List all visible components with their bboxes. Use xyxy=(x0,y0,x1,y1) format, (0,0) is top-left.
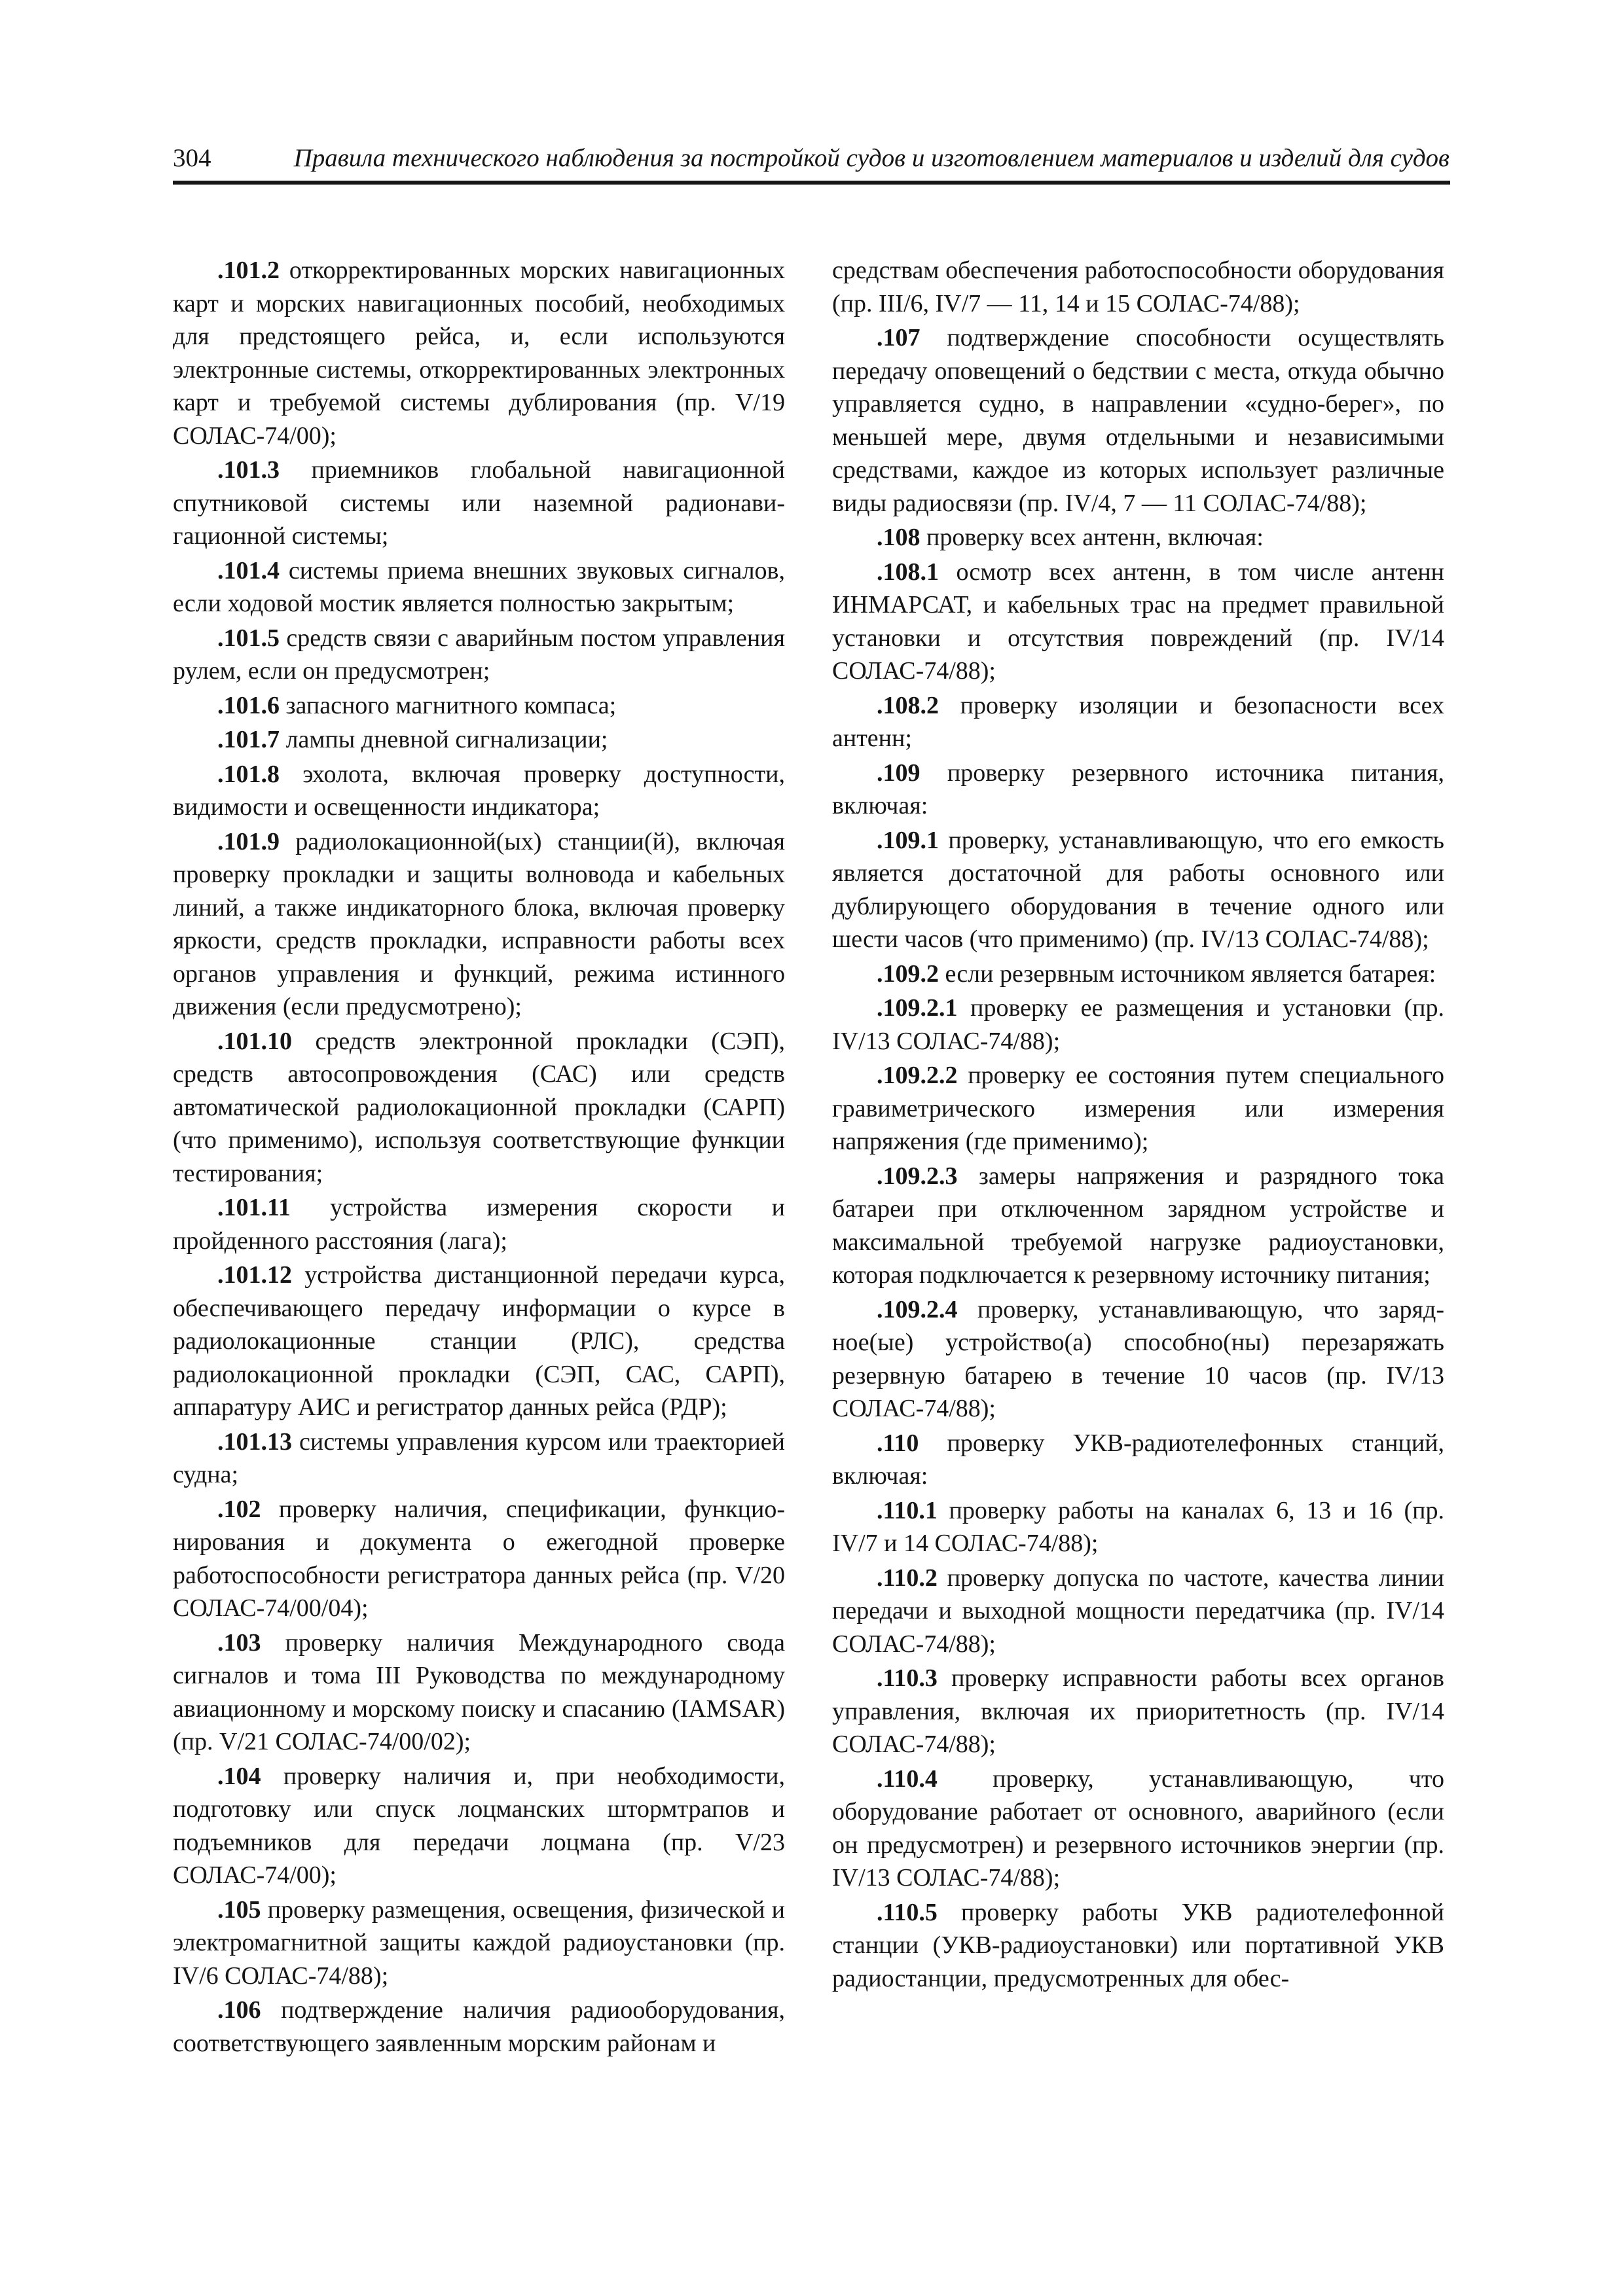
paragraph-item xyxy=(173,723,785,757)
item-text: проверку, устанавливающую, что оборудование работает от основного, аварийного (если он предусмотрен) и резервного источников энергии (пр. IV/13 СОЛАС-74/88); xyxy=(832,1765,1444,1892)
item-number: .110.5 xyxy=(877,1898,938,1926)
item-number: .110.2 xyxy=(877,1564,938,1592)
header-rule xyxy=(173,181,1450,185)
item-text: радиолокационной(ых) станции(й), включая проверку прокладки и защиты волновода и кабельных линий, а также индикаторного блока, включая проверку яркости, средств прокладки, исправности работы всех органов управления и функций, режима истинного движения (если предусмотрено); xyxy=(173,827,785,1020)
item-number: .109 xyxy=(877,759,921,787)
item-text: проверку наличия и, при необходимости, подготовку или спуск лоцманских штормтрапов и подъемников для передачи лоцмана (пр. V/23 СОЛАС-74/00); xyxy=(173,1762,785,1889)
item-text: откорректированных морских навигационных карт и морских навигационных пособий, необходимых для предстоящего рейса, и, если используются электронные системы, откорректированных электронных карт и требуемой системы дублирования (пр. V/19 СОЛАС-74/00); xyxy=(173,257,785,450)
paragraph-item xyxy=(832,1662,1444,1761)
item-text: замеры напряжения и разрядного тока батареи при отключенном зарядном устройстве и максимальной требуемой нагрузке радиоустановки, которая подключается к резервному источнику питания; xyxy=(832,1162,1444,1289)
item-number: .110.1 xyxy=(877,1496,938,1524)
paragraph-item xyxy=(832,1293,1444,1426)
right-column xyxy=(832,254,1444,1996)
item-text: проверку исправности работы всех органов управления, включая их приоритетность (пр. IV/14 СОЛАС-74/88); xyxy=(832,1664,1444,1758)
item-text: устройства дистанционной передачи курса, обеспечивающего передачу информации о курсе в радиолокационные станции (РЛС), средства радиолокационной прокладки (СЭП, САС, САРП), аппаратуру АИС и регистратор данных рейса (РДР); xyxy=(173,1261,785,1421)
running-header xyxy=(173,143,1450,174)
item-number: .109.2.4 xyxy=(877,1295,958,1323)
item-text: проверку размещения, освещения, физической и электромагнитной защиты каждой радиоустановки (пр. IV/6 СОЛАС-74/88); xyxy=(173,1895,785,1990)
item-text: осмотр всех антенн, в том числе антенн ИНМАРСАТ, и кабельных трас на предмет правильной установки и отсутствия повреждений (пр. IV/14 СОЛАС-74/88); xyxy=(832,558,1444,685)
item-text: приемников глобальной навигационной спутниковой системы или наземной радионавигационной системы; xyxy=(173,456,785,550)
item-number: .101.3 xyxy=(217,456,280,484)
paragraph-item xyxy=(832,321,1444,520)
paragraph-item xyxy=(832,689,1444,755)
paragraph-item xyxy=(173,554,785,620)
item-text: проверку работы на каналах 6, 13 и 16 (пр. IV/7 и 14 СОЛАС-74/88); xyxy=(832,1496,1444,1557)
paragraph-item xyxy=(173,1426,785,1492)
paragraph-item xyxy=(173,622,785,688)
item-text: проверку ее размещения и установки (пр. IV/13 СОЛАС-74/88); xyxy=(832,994,1444,1055)
paragraph-item xyxy=(832,254,1444,320)
item-text: проверку наличия, спецификации, функционирования и документа о ежегодной проверке работоспособности регистратора данных рейса (пр. V/20 СОЛАС-74/00/04); xyxy=(173,1495,785,1622)
paragraph-item xyxy=(173,758,785,824)
item-number: .101.5 xyxy=(217,624,280,652)
item-number: .110 xyxy=(877,1429,919,1457)
paragraph-item xyxy=(832,1059,1444,1158)
paragraph-item xyxy=(832,1763,1444,1895)
item-number: .102 xyxy=(217,1495,261,1523)
item-text: проверку наличия Международного свода сигналов и тома III Руководства по международному авиационному и морскому поиску и спасанию (IAMSAR) (пр. V/21 СОЛАС-74/00/02); xyxy=(173,1628,785,1755)
item-text: средств электронной прокладки (СЭП), средств автосопровождения (САС) или средств автоматической радиолокационной прокладки (САРП) (что применимо), используя соответствующие функции тестирования; xyxy=(173,1027,785,1187)
paragraph-item xyxy=(173,1626,785,1759)
paragraph-item xyxy=(832,1494,1444,1560)
item-text: системы приема внешних звуковых сигналов, если ходовой мостик является полностью закрытым; xyxy=(173,556,785,617)
item-number: .108.1 xyxy=(877,558,939,586)
paragraph-item xyxy=(832,757,1444,823)
item-text: эхолота, включая проверку доступности, видимости и освещенности индикатора; xyxy=(173,760,785,821)
item-number: .101.4 xyxy=(217,556,280,584)
item-text: устройства измерения скорости и пройденного расстояния (лага); xyxy=(173,1194,785,1255)
item-text: средствам обеспечения работоспособности оборудования (пр. III/6, IV/7 — 11, 14 и 15 СОЛАС-74/88); xyxy=(832,257,1444,317)
item-number: .105 xyxy=(217,1895,261,1924)
item-text: если резервным источником является батарея: xyxy=(939,960,1436,988)
paragraph-item xyxy=(173,1191,785,1257)
paragraph-item xyxy=(832,992,1444,1058)
item-text: подтверждение способности осуществлять передачу оповещений о бедствии с места, откуда обычно управляется судно, в направлении «судно-берег», по меньшей мере, двумя отдельными и независимыми средствами, каждое из которых использует различные виды радиосвязи (пр. IV/4, 7 — 11 СОЛАС-74/88); xyxy=(832,324,1444,517)
item-text: системы управления курсом или траекторией судна; xyxy=(173,1427,785,1488)
paragraph-item xyxy=(173,1893,785,1993)
running-title: Правила технического наблюдения за постройкой судов и изготовлением материалов и изделий для судов xyxy=(293,144,1450,172)
paragraph-item xyxy=(173,825,785,1024)
item-text: проверку ее состояния путем специального гравиметрического измерения или измерения напряжения (где применимо); xyxy=(832,1062,1444,1155)
paragraph-item xyxy=(173,1493,785,1625)
paragraph-item xyxy=(832,958,1444,991)
left-column xyxy=(173,254,785,2061)
item-text: проверку работы УКВ радиотелефонной станции (УКВ-радиоустановки) или портативной УКВ радиостанции, предусмотренных для обес- xyxy=(832,1898,1444,1992)
item-number: .109.2.2 xyxy=(877,1062,958,1089)
item-number: .108.2 xyxy=(877,691,939,719)
item-number: .109.2.3 xyxy=(877,1162,958,1190)
item-number: .109.2.1 xyxy=(877,994,958,1022)
item-number: .108 xyxy=(877,524,921,551)
paragraph-item xyxy=(173,454,785,553)
paragraph-item xyxy=(173,254,785,452)
paragraph-item xyxy=(832,1427,1444,1493)
paragraph-item xyxy=(173,1259,785,1424)
item-text: проверку допуска по частоте, качества линии передачи и выходной мощности передатчика (пр. IV/14 СОЛАС-74/88); xyxy=(832,1564,1444,1658)
item-number: .109.2 xyxy=(877,960,939,988)
item-number: .101.2 xyxy=(217,257,280,284)
item-number: .106 xyxy=(217,1996,261,2024)
paragraph-item xyxy=(173,689,785,723)
item-number: .101.11 xyxy=(217,1194,291,1221)
paragraph-item xyxy=(173,1994,785,2060)
item-text: проверку резервного источника питания, включая: xyxy=(832,759,1444,819)
paragraph-item xyxy=(832,1562,1444,1661)
page-number: 304 xyxy=(173,144,211,172)
item-number: .110.4 xyxy=(877,1765,938,1793)
paragraph-item xyxy=(832,521,1444,554)
item-number: .110.3 xyxy=(877,1664,938,1692)
item-text: проверку УКВ-радиотелефонных станций, включая: xyxy=(832,1429,1444,1490)
item-number: .101.6 xyxy=(217,691,280,719)
item-number: .101.9 xyxy=(217,827,280,855)
item-text: проверку изоляции и безопасности всех антенн; xyxy=(832,691,1444,752)
item-number: .101.13 xyxy=(217,1427,292,1456)
item-number: .101.8 xyxy=(217,760,280,788)
item-text: проверку, устанавливающую, что его емкость является достаточной для работы основного или дублирующего оборудования в течение одного или шести часов (что применимо) (пр. IV/13 СОЛАС-74/88); xyxy=(832,826,1444,953)
item-text: запасного магнитного компаса; xyxy=(280,691,617,719)
item-number: .103 xyxy=(217,1628,261,1657)
paragraph-item xyxy=(832,824,1444,956)
item-number: .109.1 xyxy=(877,826,939,854)
paragraph-item xyxy=(832,1160,1444,1292)
item-text: подтверждение наличия радиооборудования, соответствующего заявленным морским районам и xyxy=(173,1996,785,2057)
item-text: проверку всех антенн, включая: xyxy=(920,524,1264,551)
paragraph-item xyxy=(832,1896,1444,1996)
item-text: средств связи с аварийным постом управления рулем, если он предусмотрен; xyxy=(173,624,785,685)
paragraph-item xyxy=(832,556,1444,688)
paragraph-item xyxy=(173,1760,785,1892)
item-number: .104 xyxy=(217,1762,261,1790)
paragraph-item xyxy=(173,1025,785,1191)
item-text: проверку, устанавливающую, что зарядное(ые) устройство(а) способно(ны) перезаряжать резервную батарею в течение 10 часов (пр. IV/13 СОЛАС-74/88); xyxy=(832,1295,1444,1422)
item-number: .101.12 xyxy=(217,1261,292,1289)
item-number: .107 xyxy=(877,324,921,351)
item-number: .101.10 xyxy=(217,1027,292,1055)
item-number: .101.7 xyxy=(217,726,280,753)
item-text: лампы дневной сигнализации; xyxy=(280,726,608,753)
